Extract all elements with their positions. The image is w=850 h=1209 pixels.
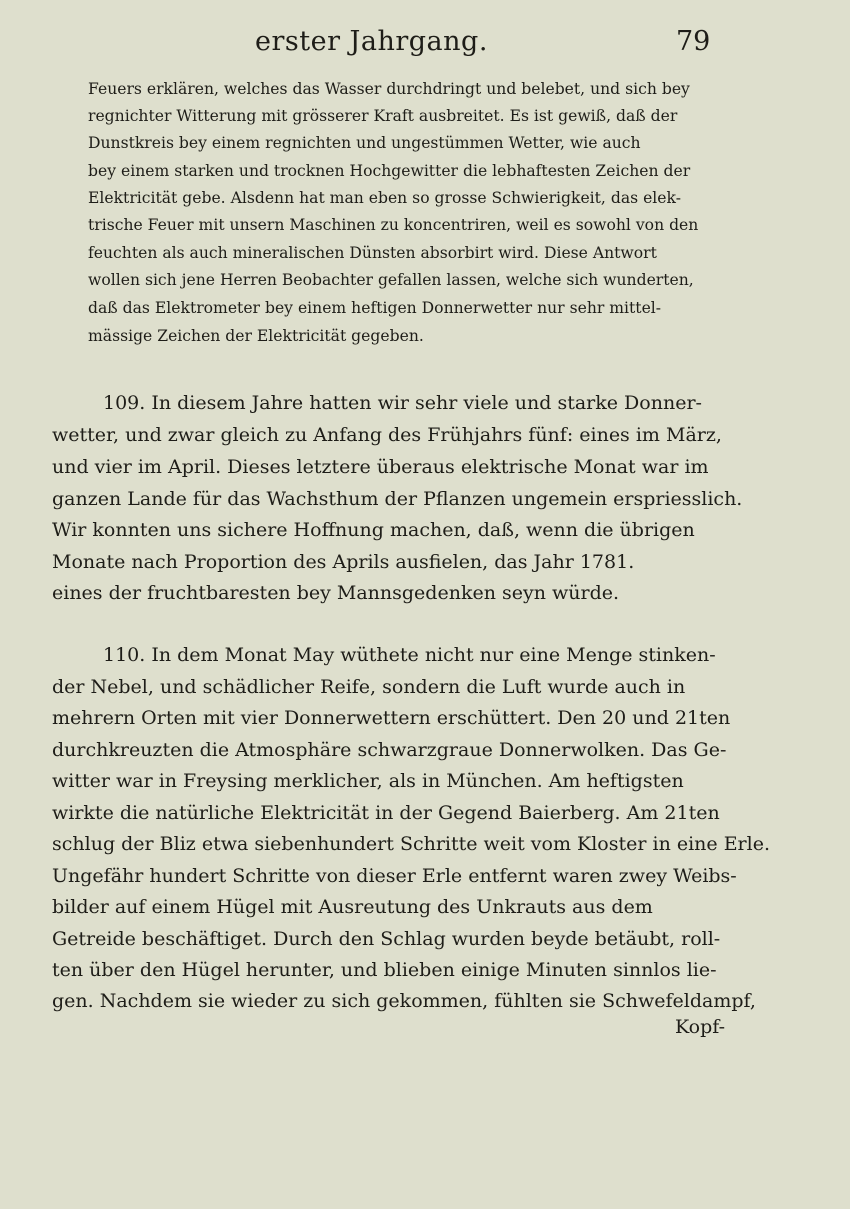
text-line: bey einem starken und trocknen Hochgewitter die lebhaftesten Zeichen der (88, 162, 691, 180)
text-line: ganzen Lande für das Wachsthum der Pflanzen ungemein erspriesslich. (52, 488, 743, 510)
text-line: wollen sich jene Herren Beobachter gefallen lassen, welche sich wunderten, (88, 271, 694, 289)
text-line: der Nebel, und schädlicher Reife, sondern die Luft wurde auch in (52, 676, 686, 698)
text-line: witter war in Freysing merklicher, als in München. Am heftigsten (52, 770, 684, 792)
text-line: feuchten als auch mineralischen Dünsten absorbirt wird. Diese Antwort (88, 244, 657, 262)
text-line: daß das Elektrometer bey einem heftigen Donnerwetter nur sehr mittel- (88, 299, 662, 317)
text-line: mässige Zeichen der Elektricität gegeben. (88, 327, 424, 345)
text-line: schlug der Bliz etwa siebenhundert Schritte weit vom Kloster in eine Erle. (52, 833, 771, 855)
text-line: Elektricität gebe. Alsdenn hat man eben so grosse Schwierigkeit, das elek- (88, 189, 681, 207)
catchword: Kopf- (675, 1016, 726, 1038)
text-line: regnichter Witterung mit grösserer Kraft ausbreitet. Es ist gewiß, daß der (88, 107, 678, 125)
text-line: gen. Nachdem sie wieder zu sich gekommen, fühlten sie Schwefeldampf, (52, 990, 756, 1012)
text-line: trische Feuer mit unsern Maschinen zu koncentriren, weil es sowohl von den (88, 216, 699, 234)
text-line: wetter, und zwar gleich zu Anfang des Frühjahrs fünf: eines im März, (52, 424, 722, 446)
text-line: bilder auf einem Hügel mit Ausreutung des Unkrauts aus dem (52, 896, 653, 918)
text-line: ten über den Hügel herunter, und blieben einige Minuten sinnlos lie- (52, 959, 717, 981)
text-line: und vier im April. Dieses letztere überaus elektrische Monat war im (52, 456, 709, 478)
text-line: durchkreuzten die Atmosphäre schwarzgraue Donnerwolken. Das Ge- (52, 739, 727, 761)
text-line: wirkte die natürliche Elektricität in der Gegend Baierberg. Am 21ten (52, 802, 720, 824)
page-number: 79 (676, 26, 711, 57)
text-line: Wir konnten uns sichere Hoffnung machen, daß, wenn die übrigen (52, 519, 695, 541)
text-line: Monate nach Proportion des Aprils ausfielen, das Jahr 1781. (52, 551, 635, 573)
text-line: 110. In dem Monat May wüthete nicht nur eine Menge stinken- (103, 644, 716, 666)
running-head: erster Jahrgang. (255, 26, 488, 57)
text-line: eines der fruchtbaresten bey Mannsgedenken seyn würde. (52, 582, 620, 604)
text-line: mehrern Orten mit vier Donnerwettern erschüttert. Den 20 und 21ten (52, 707, 731, 729)
text-line: Feuers erklären, welches das Wasser durchdringt und belebet, und sich bey (88, 80, 690, 98)
text-line: 109. In diesem Jahre hatten wir sehr viele und starke Donner- (103, 392, 702, 414)
text-line: Dunstkreis bey einem regnichten und ungestümmen Wetter, wie auch (88, 134, 641, 152)
text-line: Getreide beschäftiget. Durch den Schlag wurden beyde betäubt, roll- (52, 928, 721, 950)
text-line: Ungefähr hundert Schritte von dieser Erle entfernt waren zwey Weibs- (52, 865, 737, 887)
